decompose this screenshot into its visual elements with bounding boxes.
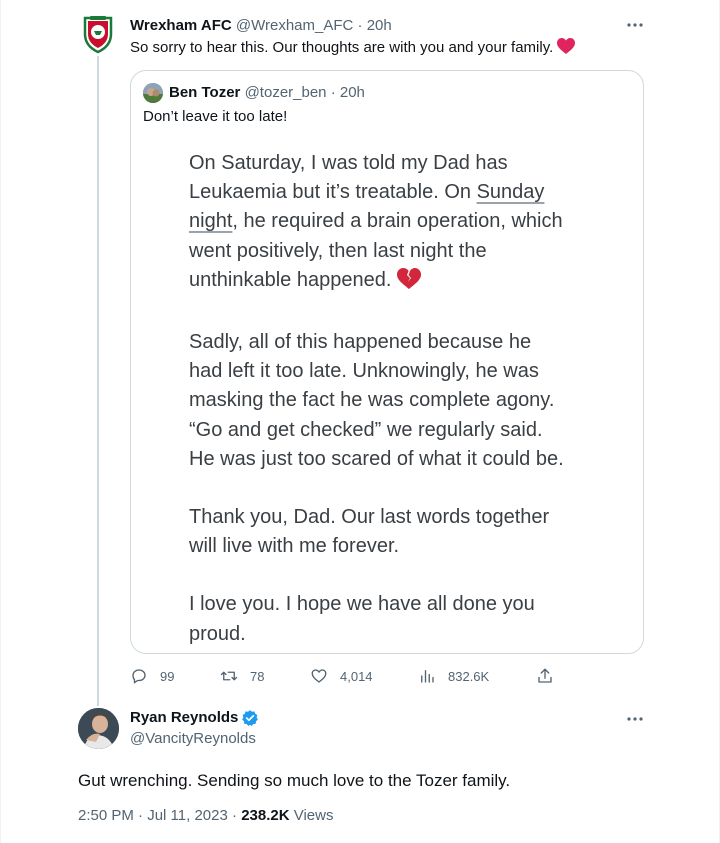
image-text-line: I love you. I hope we have all done you (189, 593, 535, 616)
author-name-row (130, 709, 259, 727)
image-text-line: Sadly, all of this happened because he (189, 331, 532, 354)
tweet-text-content: So sorry to hear this. Our thoughts are with you and your family. (130, 39, 554, 56)
quoted-tweet-image[interactable] (189, 149, 629, 649)
tweet-text: Gut wrenching. Sending so much love to the Tozer family. (78, 771, 511, 790)
reply-icon (130, 667, 148, 685)
quoted-tweet-card[interactable] (130, 70, 644, 654)
tweet-time[interactable]: 2:50 PM (78, 807, 134, 824)
heart-outline-icon (310, 667, 328, 685)
ryan-reynolds-avatar[interactable] (78, 708, 119, 749)
share-button[interactable] (536, 664, 554, 688)
image-text-line: will live with me forever. (189, 535, 400, 558)
tweet-text (130, 38, 575, 61)
views-bar-chart-icon (418, 667, 436, 685)
image-text-segment: , he required a brain operation, which (232, 210, 563, 233)
separator: · (357, 17, 363, 34)
author-handle[interactable]: @VancityReynolds (130, 730, 256, 747)
image-text-line: proud. (189, 622, 246, 645)
tweet-action-bar (130, 664, 570, 688)
verified-badge-icon[interactable] (241, 709, 259, 727)
like-button[interactable] (310, 664, 373, 688)
timestamp[interactable]: 20h (366, 17, 392, 34)
underlined-word: Sunday (476, 181, 545, 204)
separator: · (330, 84, 336, 101)
image-text-line (189, 266, 629, 299)
ben-tozer-avatar[interactable] (143, 83, 163, 103)
reply-count: 99 (160, 668, 175, 684)
quoted-author-handle[interactable]: @tozer_ben (244, 84, 327, 101)
image-text-line: went positively, then last night the (189, 239, 487, 262)
author-name[interactable]: Ryan Reynolds (130, 709, 239, 726)
quoted-tweet-header (169, 84, 365, 102)
image-text-line: had left it too late. Unknowingly, he was (189, 360, 539, 383)
image-text-line: “Go and get checked” we regularly said. (189, 418, 543, 441)
reply-button[interactable] (130, 664, 174, 688)
author-name[interactable]: Wrexham AFC (130, 17, 232, 34)
wrexham-crest-avatar[interactable] (81, 14, 115, 54)
tweet-date[interactable]: Jul 11, 2023 (147, 807, 228, 824)
separator: · (138, 807, 144, 824)
like-count: 4,014 (340, 668, 373, 684)
quoted-tweet-text: Don’t leave it too late! (143, 108, 288, 125)
more-icon (626, 710, 644, 728)
broken-heart-icon (397, 268, 421, 299)
tweet-header (130, 17, 392, 35)
image-text-line: Thank you, Dad. Our last words together (189, 506, 550, 529)
underlined-word: night (189, 210, 233, 233)
image-text-line: masking the fact he was complete agony. (189, 389, 555, 412)
quoted-timestamp[interactable]: 20h (339, 84, 365, 101)
image-text-segment: Leukaemia but it’s treatable. On (189, 181, 477, 204)
more-options-button[interactable] (621, 710, 649, 730)
views-count[interactable]: 238.2K (241, 807, 290, 824)
red-heart-icon (557, 38, 575, 61)
retweet-count: 78 (250, 668, 265, 684)
image-text-line (189, 207, 629, 236)
views-count: 832.6K (448, 668, 490, 684)
retweet-button[interactable] (220, 664, 264, 688)
image-text-segment: unthinkable happened. (189, 268, 392, 291)
more-options-button[interactable] (621, 16, 649, 36)
image-text-line: On Saturday, I was told my Dad has (189, 152, 508, 174)
retweet-icon (220, 667, 238, 685)
image-text-line: He was just too scared of what it could be. (189, 447, 564, 470)
image-text-line (189, 178, 629, 207)
views-label: Views (293, 807, 334, 824)
share-icon (536, 667, 554, 685)
views-button[interactable] (418, 664, 489, 688)
quoted-author-name[interactable]: Ben Tozer (169, 84, 241, 101)
tweet-wrexham[interactable] (1, 0, 720, 705)
tweet-metadata (78, 807, 333, 825)
separator: · (232, 807, 238, 824)
more-icon (626, 16, 644, 34)
author-handle[interactable]: @Wrexham_AFC (235, 17, 354, 34)
